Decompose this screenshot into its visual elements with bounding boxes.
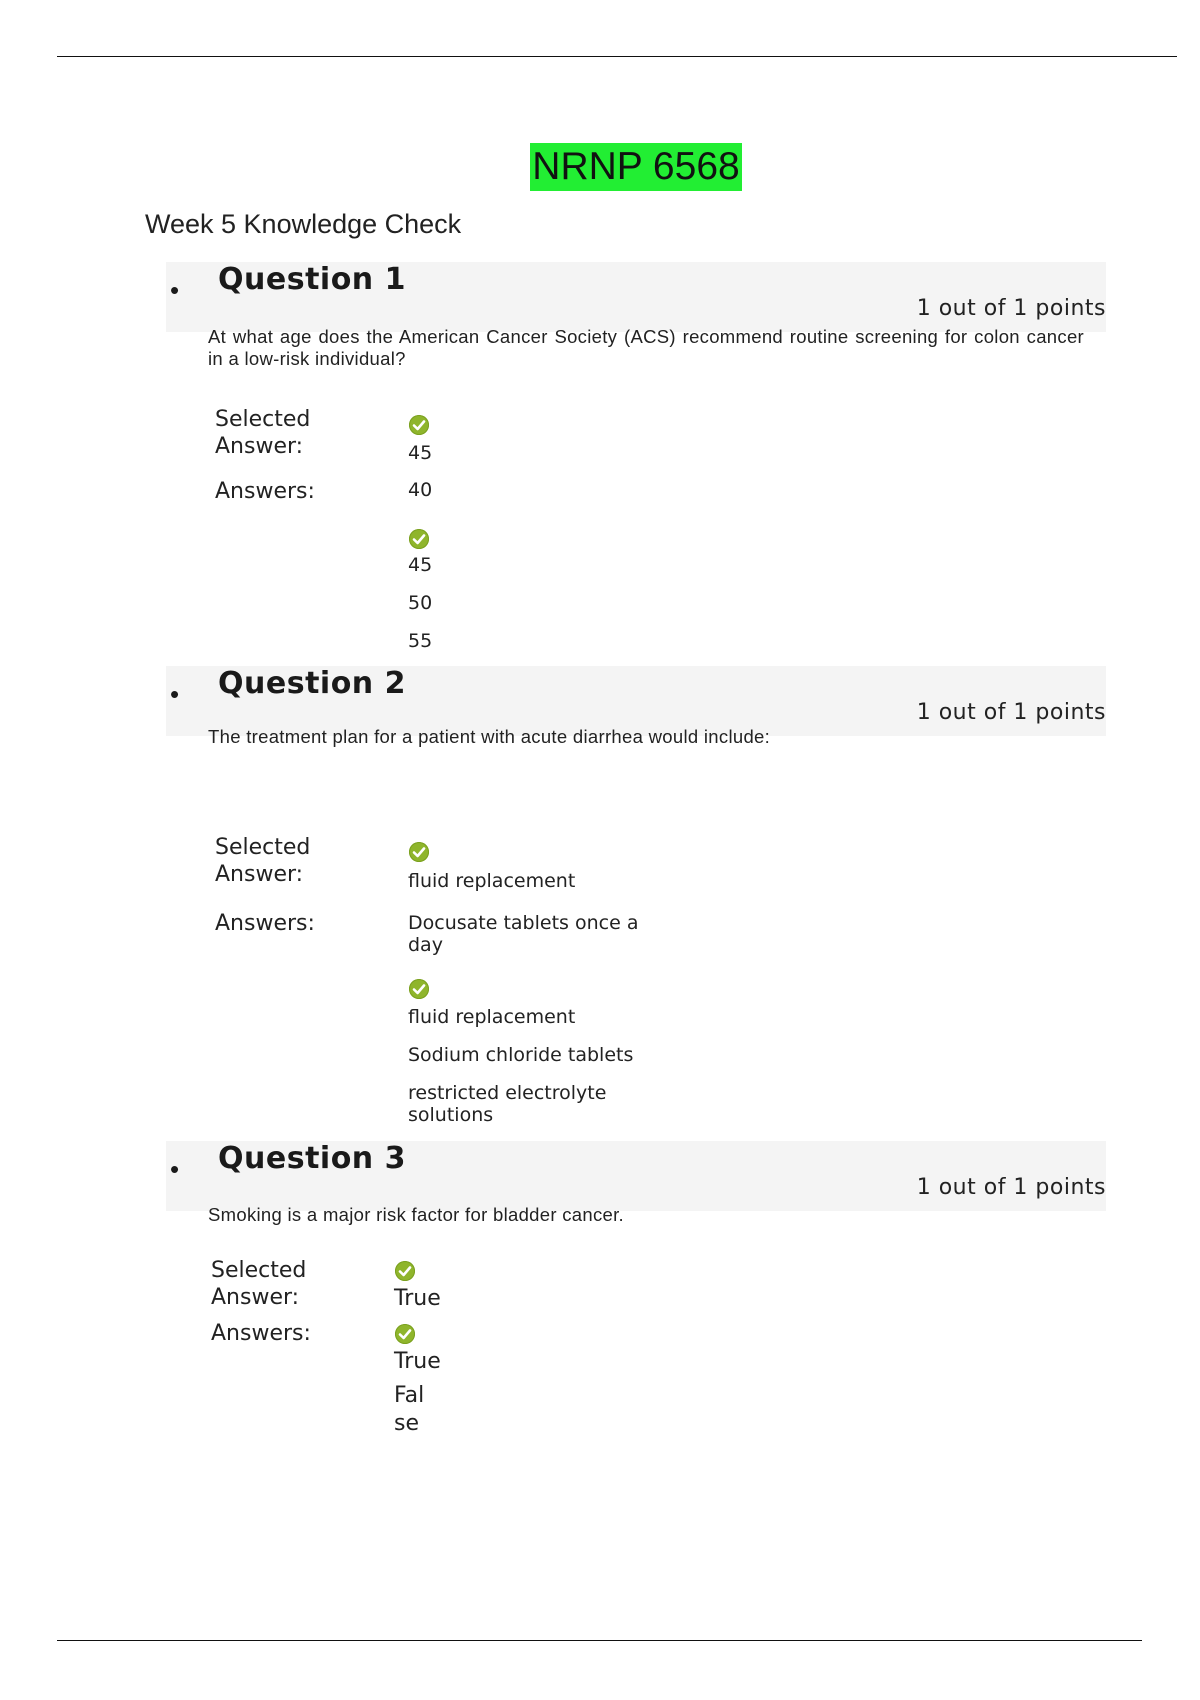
correct-check-icon [409,842,429,862]
correct-check-icon [409,415,429,435]
correct-check-icon [395,1261,415,1281]
question-points: 1 out of 1 points [916,1175,1106,1200]
selected-answer-label: Selected Answer: [215,835,311,887]
question-header [166,262,1106,332]
answer-option: 40 [408,479,433,501]
page-subtitle: Week 5 Knowledge Check [145,209,462,239]
question-text: At what age does the American Cancer Society (ACS) recommend routine screening for colon cancer in a low-risk individual? [208,326,1084,369]
question-1 [160,262,1106,652]
answer-option: Docusate tablets once a day [408,912,639,956]
answer-option: 50 [408,592,433,614]
correct-check-icon [409,529,429,549]
answer-option: fluid replacement [408,1006,576,1028]
question-2 [160,666,1106,1136]
selected-answer-value: 45 [408,442,433,464]
question-text: Smoking is a major risk factor for bladder cancer. [208,1204,624,1225]
answer-option: 45 [408,554,433,576]
answer-option: restricted electrolyte solutions [408,1082,607,1126]
question-points: 1 out of 1 points [916,296,1106,321]
bullet: • [170,1154,180,1184]
answer-option: Sodium chloride tablets [408,1044,634,1066]
question-text: The treatment plan for a patient with acute diarrhea would include: [208,726,771,747]
selected-answer-value: True [394,1286,441,1311]
question-points: 1 out of 1 points [916,700,1106,725]
question-title: Question 1 [218,262,406,297]
question-header [166,1141,1106,1211]
question-3 [160,1141,1106,1441]
question-title: Question 2 [218,666,406,701]
answer-option: True [394,1349,441,1374]
bottom-rule [57,1640,1142,1641]
answers-label: Answers: [211,1321,311,1346]
selected-answer-label: Selected Answer: [211,1258,307,1310]
answer-option: Fal se [394,1383,425,1436]
course-title: NRNP 6568 [530,143,741,191]
answers-label: Answers: [215,911,315,936]
answer-option: 55 [408,630,433,652]
bullet: • [170,275,180,305]
question-title: Question 3 [218,1141,406,1176]
top-rule [57,56,1177,57]
correct-check-icon [409,979,429,999]
correct-check-icon [395,1324,415,1344]
bullet: • [170,679,180,709]
answers-label: Answers: [215,479,315,504]
selected-answer-label: Selected Answer: [215,407,311,459]
selected-answer-value: fluid replacement [408,870,576,892]
